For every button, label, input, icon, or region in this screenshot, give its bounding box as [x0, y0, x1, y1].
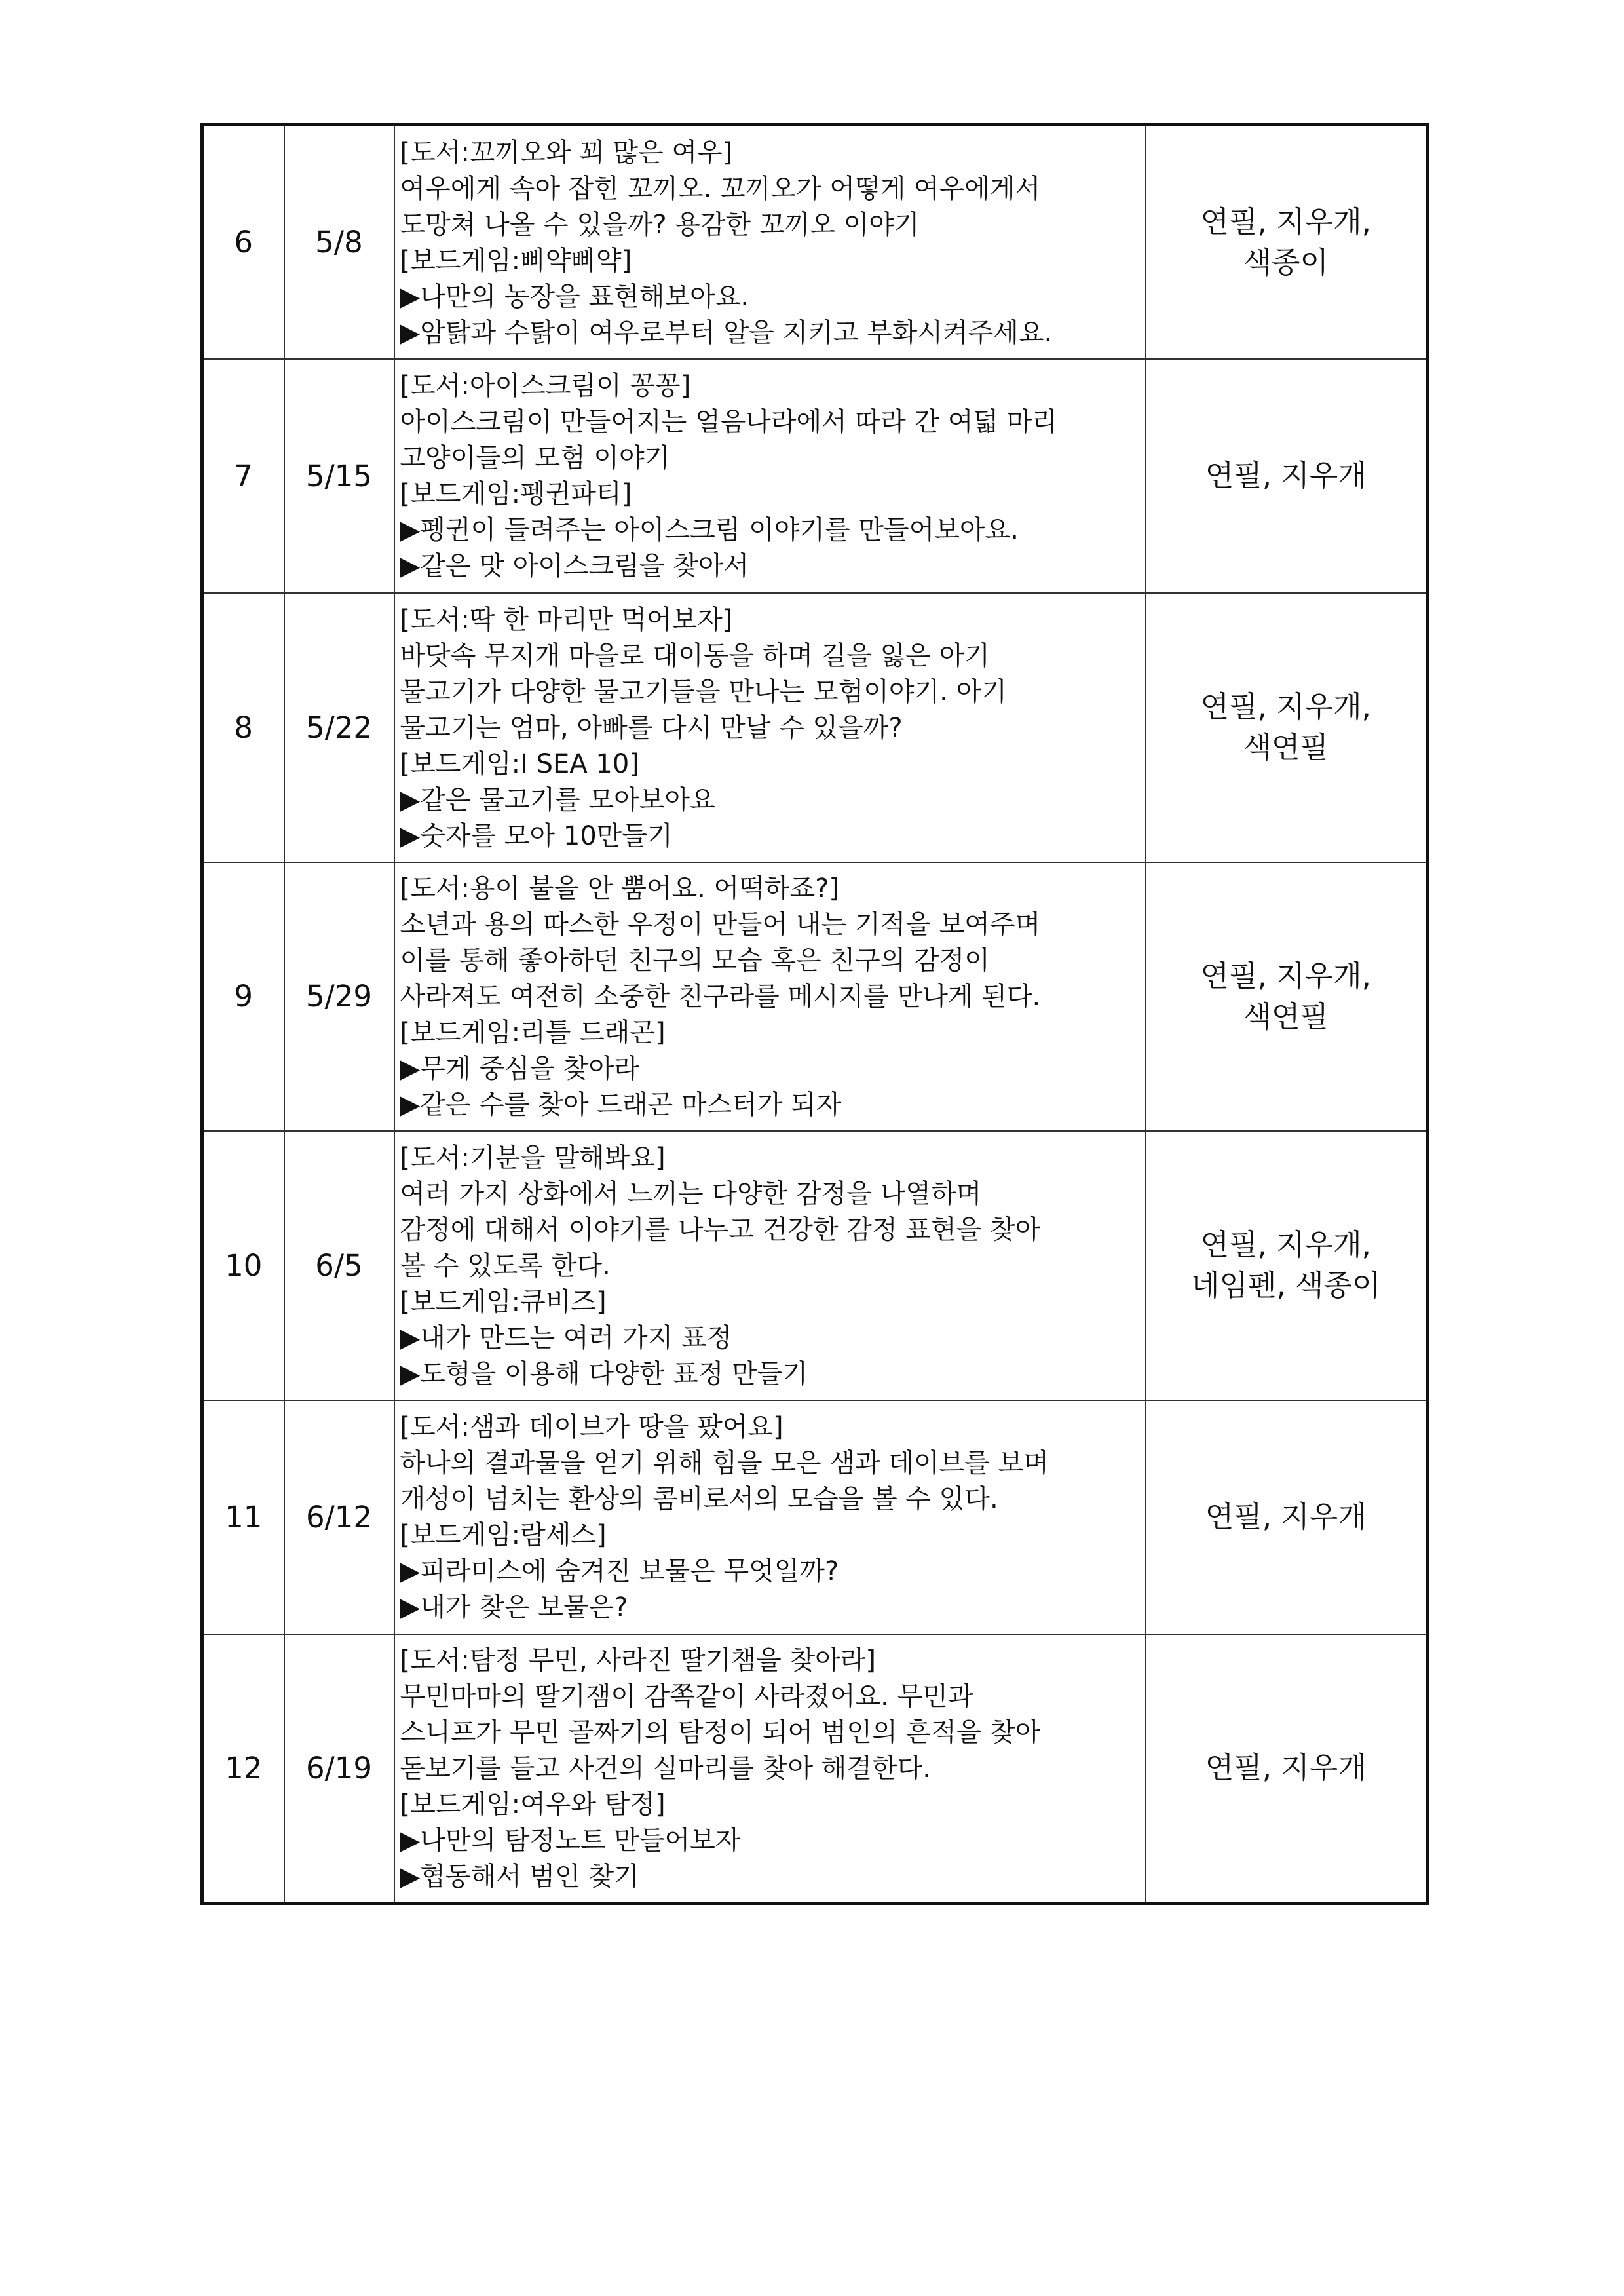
- description-line: [도서:탐정 무민, 사라진 딸기챔을 찾아라]: [400, 1645, 877, 1675]
- schedule-body: [202, 125, 1427, 1904]
- materials-line: 연필, 지우개: [1205, 1750, 1367, 1786]
- schedule-table: [200, 123, 1429, 1905]
- description-line: ▶나만의 농장을 표현해보아요.: [400, 281, 749, 312]
- description-line: [보드게임:여우와 탐정]: [400, 1789, 666, 1820]
- table-row: [202, 1634, 1427, 1904]
- materials-line: 연필, 지우개,: [1200, 958, 1371, 993]
- description-line: 여우에게 속아 잡힌 꼬끼오. 꼬끼오가 어떻게 여우에게서: [400, 173, 1041, 204]
- description-line: 이를 통해 좋아하던 친구의 모습 혹은 친구의 감정이: [400, 946, 990, 976]
- description-line: 소년과 용의 따스한 우정이 만들어 내는 기적을 보여주며: [400, 909, 1041, 940]
- description-line: 무민마마의 딸기잼이 감쪽같이 사라졌어요. 무민과: [400, 1681, 973, 1712]
- materials-line: 색연필: [1243, 730, 1329, 765]
- session-date: 5/15: [284, 359, 394, 593]
- description-line: ▶나만의 탐정노트 만들어보자: [400, 1825, 741, 1856]
- description-line: 스니프가 무민 골짜기의 탐정이 되어 범인의 흔적을 찾아: [400, 1717, 1041, 1748]
- description-line: ▶도형을 이용해 다양한 표정 만들기: [400, 1358, 808, 1389]
- description-line: ▶내가 만드는 여러 가지 표정: [400, 1322, 732, 1353]
- session-materials: [1146, 593, 1427, 862]
- description-line: ▶무게 중심을 찾아라: [400, 1054, 639, 1084]
- session-materials: [1146, 1131, 1427, 1400]
- table-row: [202, 862, 1427, 1131]
- description-line: 하나의 결과물을 얻기 위해 힘을 모은 샘과 데이브를 보며: [400, 1448, 1049, 1478]
- table-row: [202, 125, 1427, 359]
- description-line: 감정에 대해서 이야기를 나누고 건강한 감정 표현을 찾아: [400, 1214, 1041, 1245]
- description-line: 사라져도 여전히 소중한 친구라를 메시지를 만나게 된다.: [400, 982, 1041, 1012]
- session-materials: [1146, 359, 1427, 593]
- description-line: [보드게임:I SEA 10]: [400, 748, 639, 779]
- description-line: ▶숫자를 모아 10만들기: [400, 820, 673, 851]
- description-line: [도서:꼬끼오와 꾀 많은 여우]: [400, 137, 733, 168]
- materials-line: 연필, 지우개,: [1200, 204, 1371, 239]
- table-row: [202, 1131, 1427, 1400]
- description-line: [도서:딱 한 마리만 먹어보자]: [400, 604, 733, 635]
- description-line: 물고기가 다양한 물고기들을 만나는 모험이야기. 아기: [400, 676, 1007, 707]
- description-line: [도서:기분을 말해봐요]: [400, 1142, 666, 1173]
- description-line: 바닷속 무지개 마을로 대이동을 하며 길을 잃은 아기: [400, 640, 990, 671]
- description-line: [보드게임:큐비즈]: [400, 1286, 607, 1317]
- session-date: 6/19: [284, 1634, 394, 1904]
- session-materials: [1146, 125, 1427, 359]
- session-description: [394, 125, 1146, 359]
- session-number: 6: [202, 125, 284, 359]
- session-number: 7: [202, 359, 284, 593]
- table-row: [202, 593, 1427, 862]
- session-date: 5/29: [284, 862, 394, 1131]
- description-line: 물고기는 엄마, 아빠를 다시 만날 수 있을까?: [400, 712, 903, 743]
- materials-line: 연필, 지우개,: [1200, 1227, 1371, 1262]
- table-row: [202, 359, 1427, 593]
- description-line: [도서:아이스크림이 꽁꽁]: [400, 371, 691, 401]
- session-date: 5/22: [284, 593, 394, 862]
- description-line: [보드게임:리틀 드래곤]: [400, 1018, 666, 1048]
- description-line: 여러 가지 상화에서 느끼는 다양한 감정을 나열하며: [400, 1178, 982, 1209]
- description-line: 개성이 넘치는 환상의 콤비로서의 모습을 볼 수 있다.: [400, 1484, 998, 1514]
- description-line: [보드게임:람세스]: [400, 1520, 607, 1550]
- session-materials: [1146, 1634, 1427, 1904]
- description-line: ▶같은 맛 아이스크림을 찾아서: [400, 551, 749, 581]
- session-number: 11: [202, 1400, 284, 1634]
- description-line: [보드게임:삐약삐약]: [400, 245, 632, 276]
- session-number: 8: [202, 593, 284, 862]
- description-line: 아이스크림이 만들어지는 얼음나라에서 따라 간 여덟 마리: [400, 407, 1058, 437]
- description-line: 고양이들의 모험 이야기: [400, 443, 670, 473]
- description-line: [도서:샘과 데이브가 땅을 팠어요]: [400, 1412, 784, 1442]
- session-number: 12: [202, 1634, 284, 1904]
- description-line: ▶피라미스에 숨겨진 보물은 무엇일까?: [400, 1556, 839, 1586]
- session-materials: [1146, 862, 1427, 1131]
- description-line: ▶같은 수를 찾아 드래곤 마스터가 되자: [400, 1090, 842, 1120]
- description-line: 볼 수 있도록 한다.: [400, 1250, 611, 1281]
- session-date: 6/12: [284, 1400, 394, 1634]
- session-number: 9: [202, 862, 284, 1131]
- session-description: [394, 1400, 1146, 1634]
- session-description: [394, 593, 1146, 862]
- materials-line: 네임펜, 색종이: [1191, 1268, 1381, 1303]
- session-description: [394, 359, 1146, 593]
- session-date: 5/8: [284, 125, 394, 359]
- description-line: [도서:용이 불을 안 뿜어요. 어떡하죠?]: [400, 873, 839, 904]
- session-description: [394, 1131, 1146, 1400]
- session-materials: [1146, 1400, 1427, 1634]
- materials-line: 연필, 지우개,: [1200, 689, 1371, 724]
- description-line: ▶협동해서 범인 찾기: [400, 1861, 639, 1892]
- materials-line: 색연필: [1243, 999, 1329, 1034]
- session-number: 10: [202, 1131, 284, 1400]
- description-line: ▶같은 물고기를 모아보아요: [400, 784, 715, 815]
- materials-line: 연필, 지우개: [1205, 1499, 1367, 1534]
- materials-line: 연필, 지우개: [1205, 458, 1367, 493]
- session-description: [394, 862, 1146, 1131]
- materials-line: 색종이: [1243, 244, 1329, 280]
- session-description: [394, 1634, 1146, 1904]
- description-line: ▶내가 찾은 보물은?: [400, 1592, 628, 1622]
- description-line: ▶펭귄이 들려주는 아이스크림 이야기를 만들어보아요.: [400, 515, 1019, 545]
- description-line: ▶암탉과 수탉이 여우로부터 알을 지키고 부화시켜주세요.: [400, 317, 1053, 348]
- description-line: 돋보기를 들고 사건의 실마리를 찾아 해결한다.: [400, 1753, 931, 1784]
- description-line: [보드게임:펭귄파티]: [400, 479, 632, 509]
- session-date: 6/5: [284, 1131, 394, 1400]
- table-row: [202, 1400, 1427, 1634]
- description-line: 도망쳐 나올 수 있을까? 용감한 꼬끼오 이야기: [400, 209, 920, 240]
